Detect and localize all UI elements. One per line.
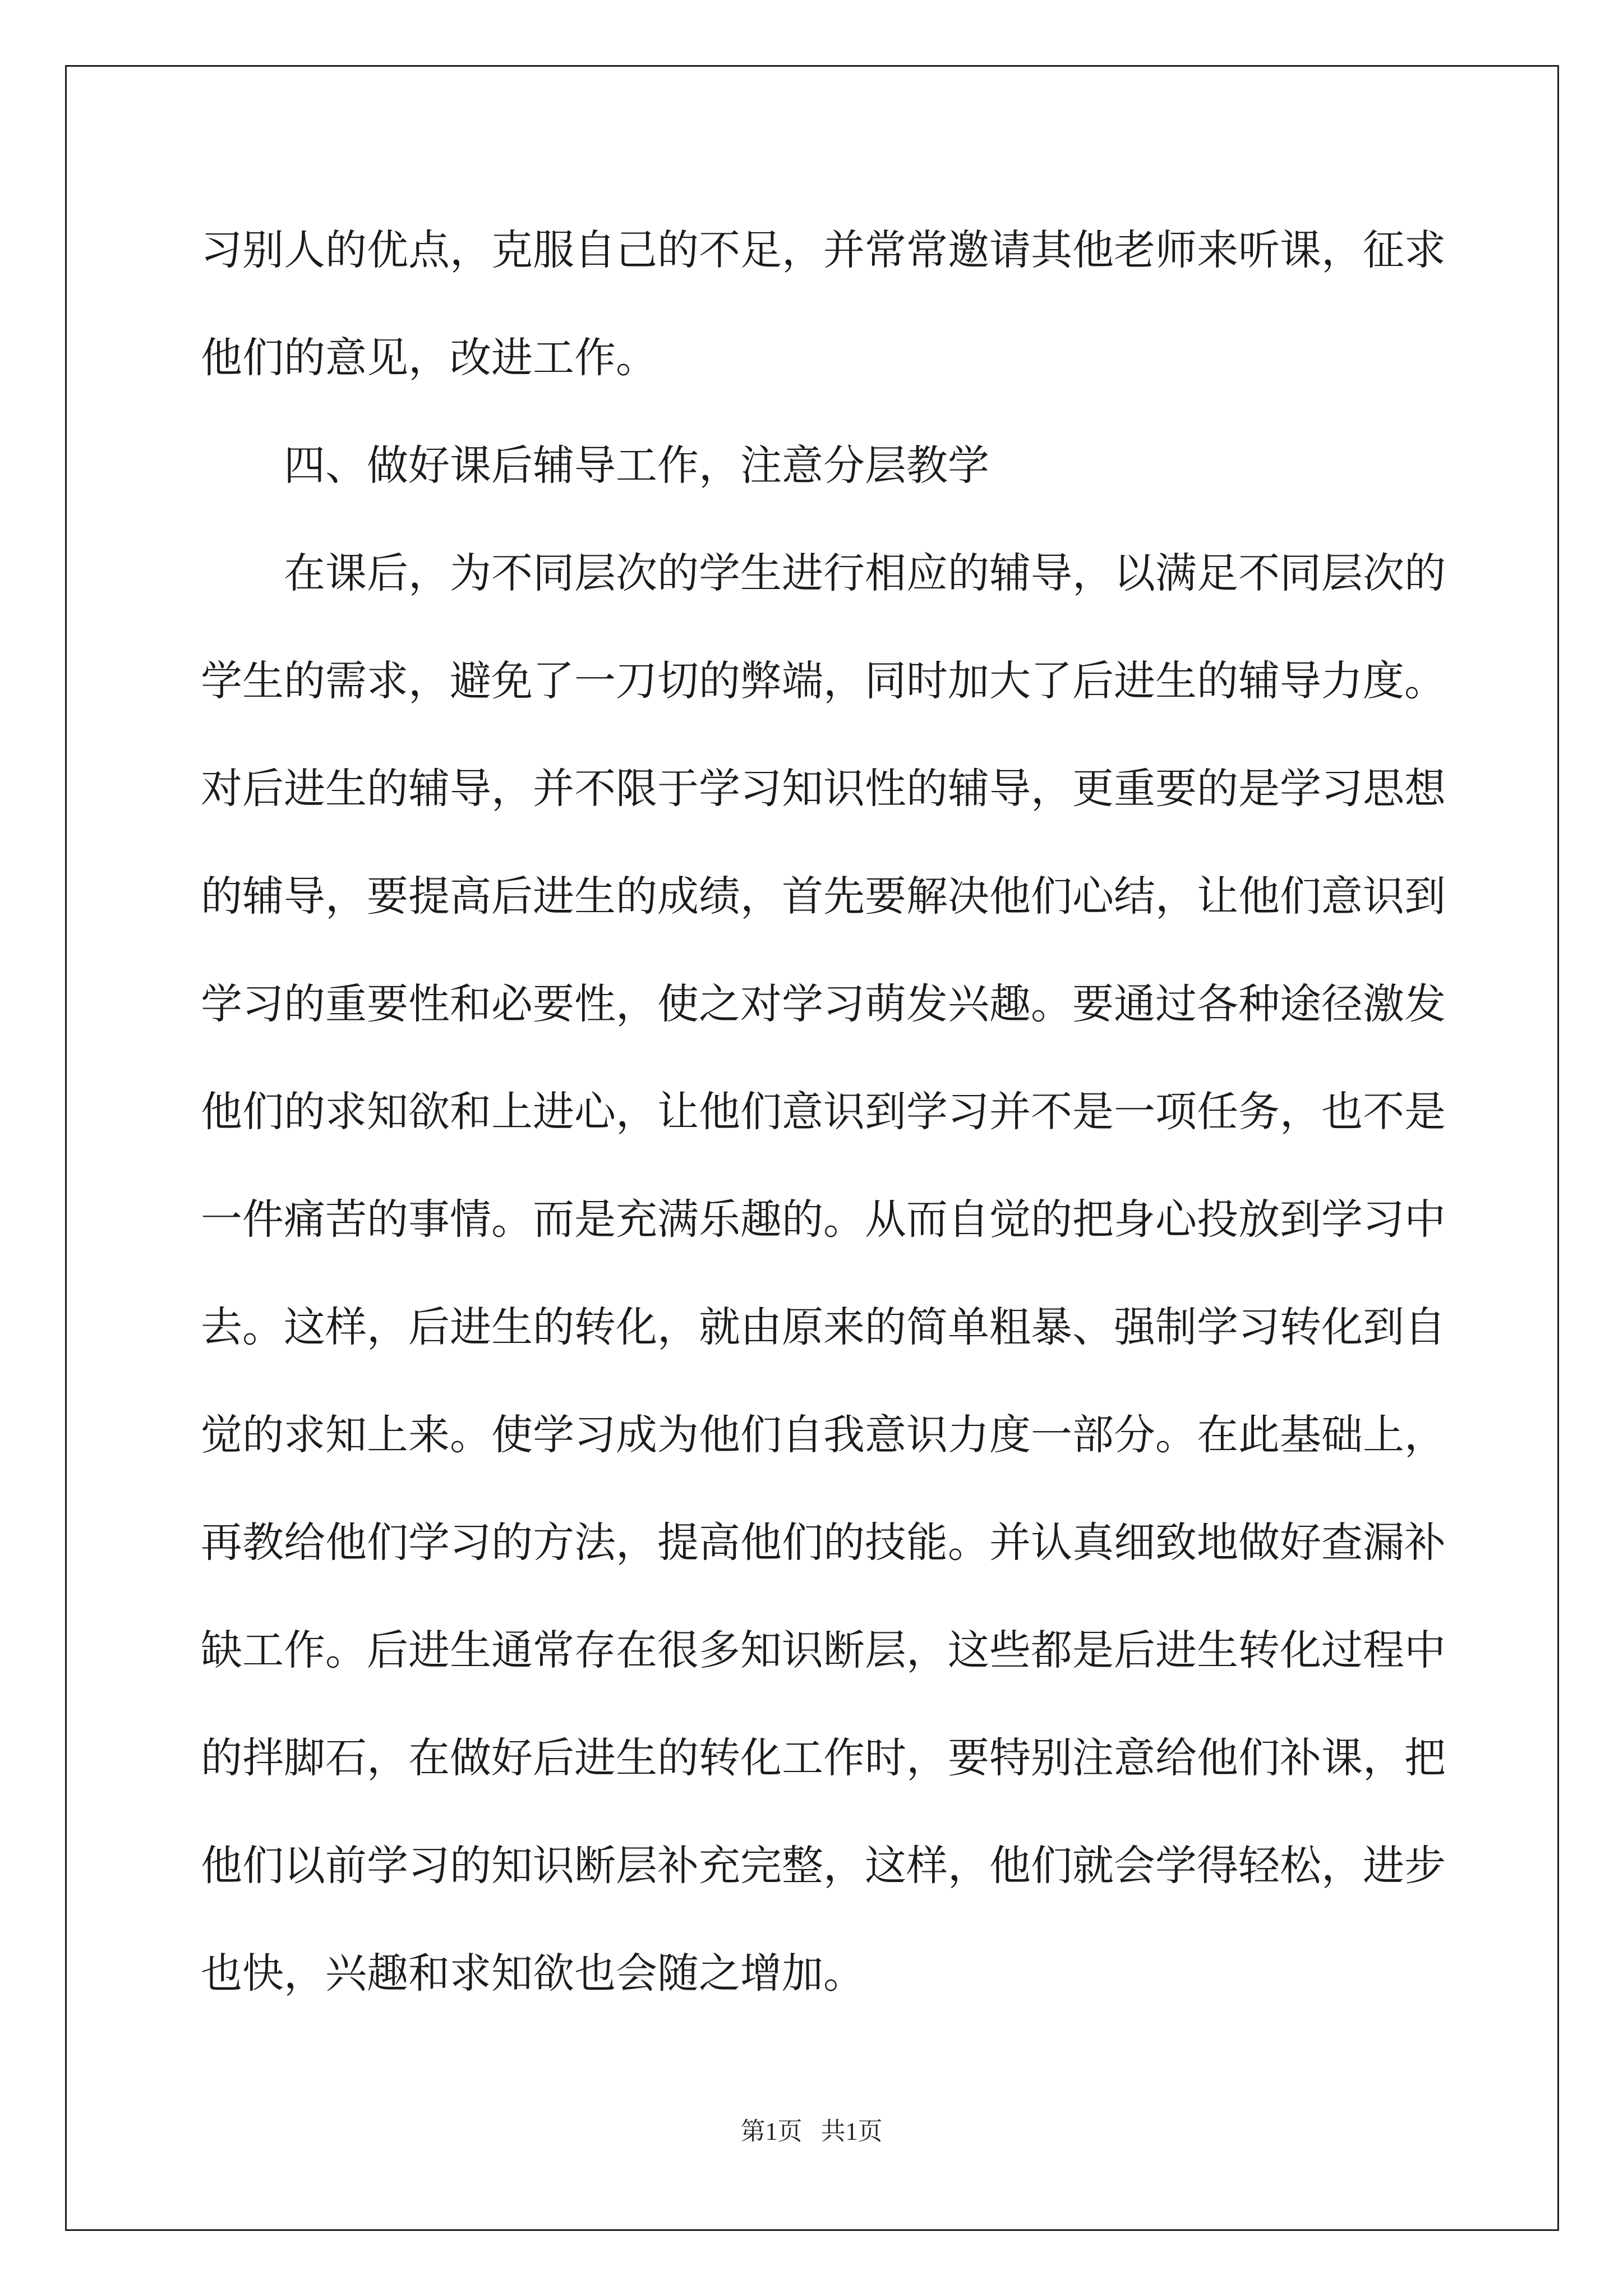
paragraph-line: 的拌脚石，在做好后进生的转化工作时，要特别注意给他们补课，把	[201, 1734, 1446, 1782]
paragraph-line: 一件痛苦的事情。而是充满乐趣的。从而自觉的把身心投放到学习中	[201, 1195, 1446, 1244]
paragraph-line: 的辅导，要提高后进生的成绩，首先要解决他们心结，让他们意识到	[201, 872, 1446, 921]
page-total: 共1页	[820, 2118, 883, 2145]
paragraph-line: 他们以前学习的知识断层补充完整，这样，他们就会学得轻松，进步	[201, 1842, 1446, 1890]
paragraph-line: 他们的意见，改进工作。	[201, 334, 657, 382]
page-footer	[0, 2115, 1623, 2148]
paragraph-line: 习别人的优点，克服自己的不足，并常常邀请其他老师来听课，征求	[201, 226, 1446, 274]
paragraph-line: 缺工作。后进生通常存在很多知识断层，这些都是后进生转化过程中	[201, 1626, 1446, 1674]
paragraph-line: 学生的需求，避免了一刀切的弊端，同时加大了后进生的辅导力度。	[201, 657, 1446, 705]
paragraph-line: 学习的重要性和必要性，使之对学习萌发兴趣。要通过各种途径激发	[201, 980, 1446, 1028]
paragraph-line: 也快，兴趣和求知欲也会随之增加。	[201, 1949, 865, 1998]
paragraph-line: 他们的求知欲和上进心，让他们意识到学习并不是一项任务，也不是	[201, 1088, 1446, 1136]
paragraph-line: 再教给他们学习的方法，提高他们的技能。并认真细致地做好查漏补	[201, 1519, 1446, 1567]
paragraph-line: 在课后，为不同层次的学生进行相应的辅导，以满足不同层次的	[284, 549, 1446, 597]
section-heading: 四、做好课后辅导工作，注意分层教学	[284, 441, 989, 490]
paragraph-line: 觉的求知上来。使学习成为他们自我意识力度一部分。在此基础上，	[201, 1411, 1446, 1459]
paragraph-line: 去。这样，后进生的转化，就由原来的简单粗暴、强制学习转化到自	[201, 1303, 1446, 1351]
page-number: 第1页	[740, 2118, 803, 2145]
paragraph-line: 对后进生的辅导，并不限于学习知识性的辅导，更重要的是学习思想	[201, 765, 1446, 813]
